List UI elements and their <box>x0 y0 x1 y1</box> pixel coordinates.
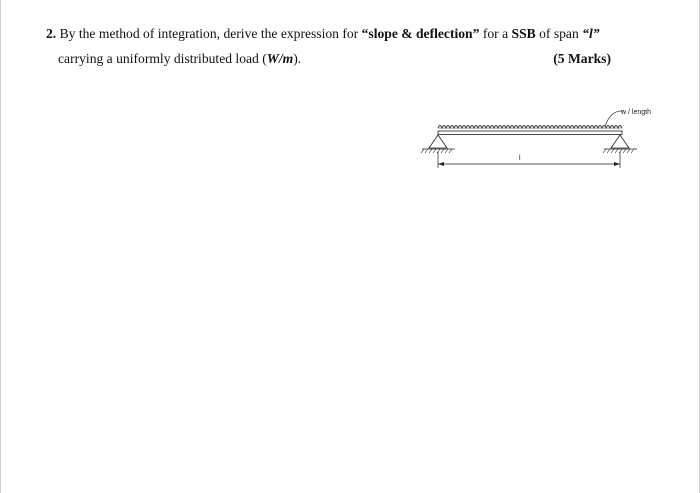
ssb-term: SSB <box>511 26 536 41</box>
bold-phrase: “slope & deflection” <box>361 26 480 41</box>
question-text-4: carrying a uniformly distributed load ( <box>58 51 267 66</box>
load-symbol: W/m <box>266 51 294 66</box>
left-pin-support <box>421 135 455 153</box>
question-text-5: ). <box>293 51 302 66</box>
load-label: w / length <box>621 109 651 116</box>
beam-diagram <box>1 0 700 493</box>
span-symbol: “l” <box>582 26 600 41</box>
right-pin-support <box>603 135 637 153</box>
span-dimension <box>438 152 620 168</box>
question-text-1: By the method of integration, derive the expression for <box>56 26 362 41</box>
marks-label: (5 Marks) <box>553 51 611 66</box>
question-text-3: of span <box>535 26 583 41</box>
udl-load <box>438 126 622 129</box>
question-text-2: for a <box>479 26 512 41</box>
beam <box>438 131 622 135</box>
question-number: 2. <box>46 26 57 41</box>
span-label: l <box>519 155 521 162</box>
